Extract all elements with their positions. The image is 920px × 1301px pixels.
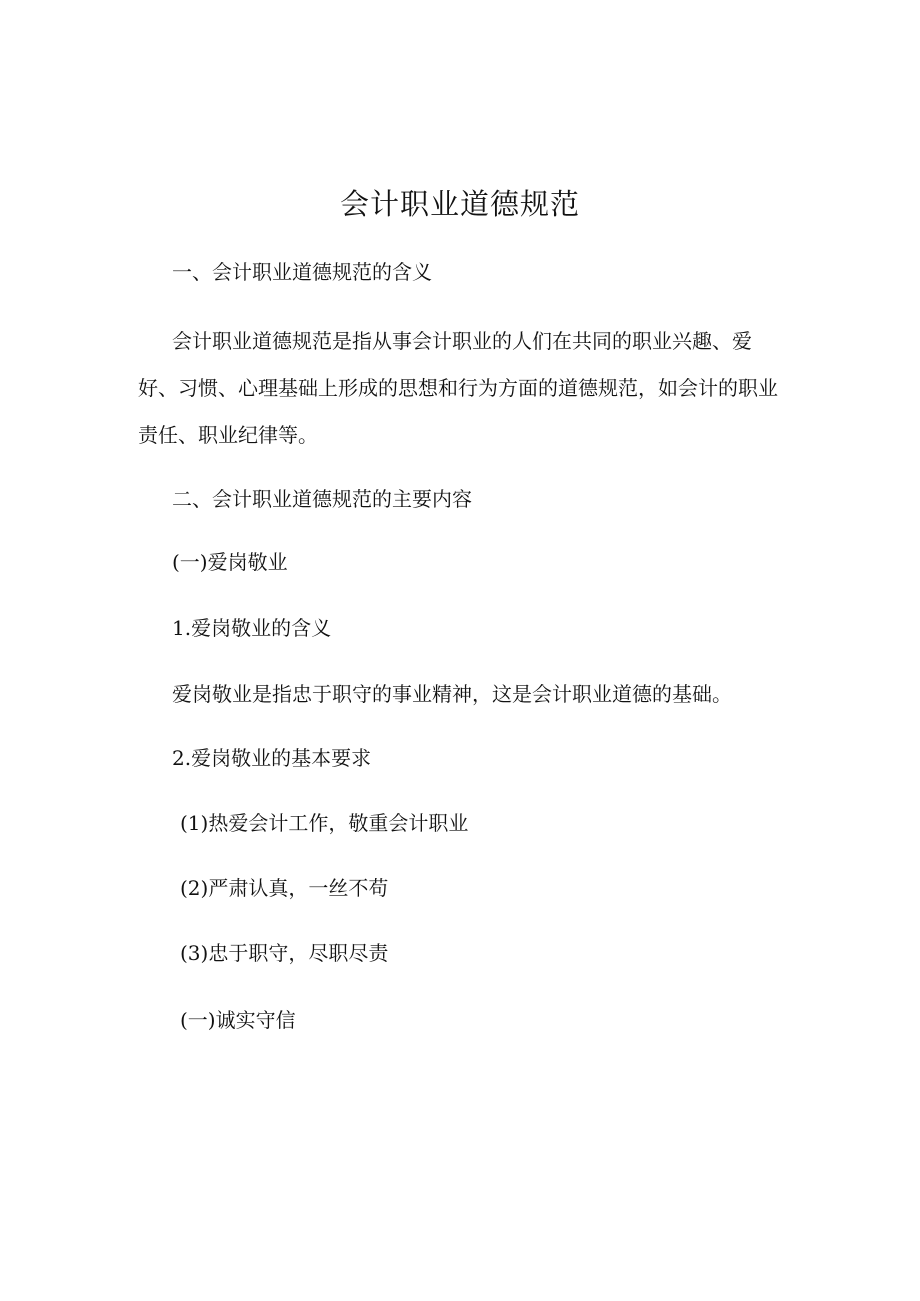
subsection-heading-honesty: (一)诚实守信 (180, 1008, 296, 1032)
requirement-item: (1)热爱会计工作，敬重会计职业 (180, 811, 469, 835)
requirement-item: (2)严肃认真，一丝不苟 (180, 876, 389, 900)
subsection-heading-dedication: (一)爱岗敬业 (172, 550, 288, 574)
paragraph-line: 会计职业道德规范是指从事会计职业的人们在共同的职业兴趣、爱 (172, 329, 752, 353)
item-heading-dedication-meaning: 1.爱岗敬业的含义 (172, 616, 332, 640)
paragraph-line: 责任、职业纪律等。 (138, 423, 318, 447)
definition-paragraph (138, 318, 788, 459)
item-heading-dedication-requirements: 2.爱岗敬业的基本要求 (172, 746, 372, 770)
requirement-item: (3)忠于职守，尽职尽责 (180, 941, 389, 965)
document-title: 会计职业道德规范 (339, 187, 580, 221)
section-heading-main-content: 二、会计职业道德规范的主要内容 (172, 487, 472, 511)
section-heading-meaning: 一、会计职业道德规范的含义 (172, 260, 432, 284)
dedication-definition-text: 爱岗敬业是指忠于职守的事业精神，这是会计职业道德的基础。 (172, 682, 732, 706)
paragraph-line: 好、习惯、心理基础上形成的思想和行为方面的道德规范，如会计的职业 (138, 376, 778, 400)
